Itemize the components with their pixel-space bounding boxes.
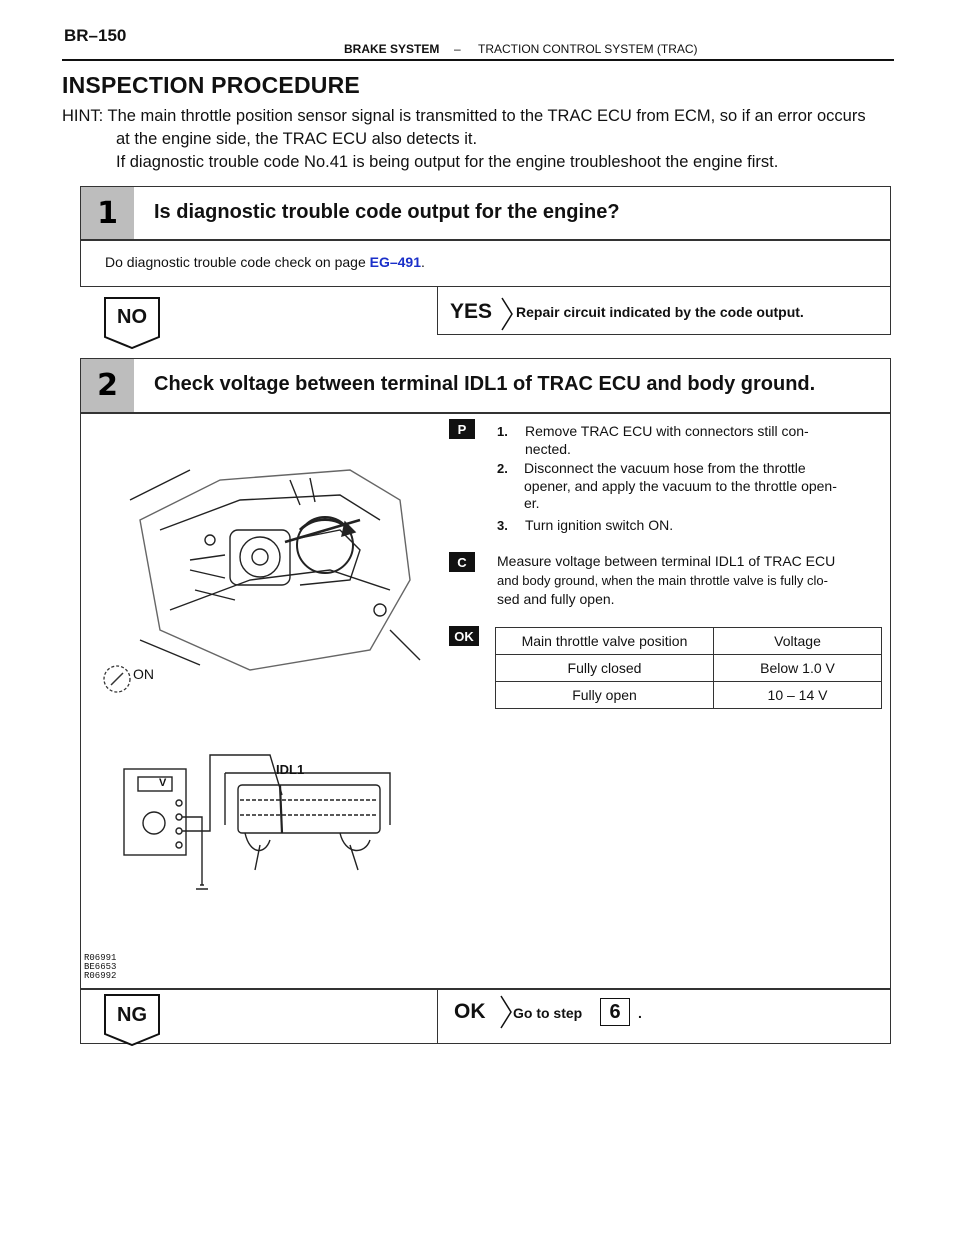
table-cell-position: Fully closed — [496, 655, 714, 682]
hint-block — [62, 105, 912, 174]
page-number: BR–150 — [64, 26, 127, 45]
voltmeter-label: V — [159, 777, 167, 789]
header-separator: – — [454, 42, 461, 56]
check-badge: C — [449, 552, 475, 572]
ok-badge: OK — [449, 626, 479, 646]
figure-code: BE6653 — [84, 962, 117, 972]
subsection-title: TRACTION CONTROL SYSTEM (TRAC) — [478, 42, 698, 56]
page-title: INSPECTION PROCEDURE — [62, 72, 360, 98]
check-line-3: sed and fully open. — [497, 591, 615, 607]
table-header-voltage: Voltage — [714, 628, 882, 655]
step2-divider — [80, 412, 891, 414]
figure-codes — [84, 954, 116, 981]
step1-number: 1 — [81, 187, 134, 239]
prep-item-3 — [497, 516, 674, 535]
goto-text: Go to step — [513, 1005, 583, 1021]
yes-arrow — [500, 297, 514, 331]
page-link-eg491[interactable]: EG–491 — [369, 254, 421, 270]
throttle-body-illustration — [100, 460, 440, 680]
check-line-2: and body ground, when the main throttle valve is fully clo- — [497, 573, 828, 588]
ignition-on-label: ON — [133, 666, 154, 682]
table-cell-position: Fully open — [496, 682, 714, 709]
prep-item-1-text-a: Remove TRAC ECU with connectors still con- — [525, 423, 809, 439]
prep-item-2 — [497, 459, 837, 511]
prep-item-2-number: 2. — [497, 461, 508, 476]
ok-result-label: OK — [454, 1000, 486, 1023]
prep-item-2-text-b: opener, and apply the vacuum to the throttle open- — [524, 478, 837, 494]
hint-line-2: at the engine side, the TRAC ECU also detects it. — [116, 130, 478, 148]
hint-line-3: If diagnostic trouble code No.41 is being output for the engine troubleshoot the engine first. — [116, 153, 779, 171]
check-line-1: Measure voltage between terminal IDL1 of TRAC ECU — [497, 553, 836, 569]
prep-badge: P — [449, 419, 475, 439]
voltmeter-connector-diagram — [120, 745, 400, 895]
table-cell-voltage: 10 – 14 V — [714, 682, 882, 709]
header-rule — [62, 59, 894, 61]
step1-instruction-text: Do diagnostic trouble code check on page — [105, 254, 366, 270]
step1-title: Is diagnostic trouble code output for the engine? — [154, 201, 620, 223]
table-row — [496, 655, 882, 682]
prep-item-2-text-c: er. — [524, 495, 540, 511]
figure-code: R06992 — [84, 971, 117, 981]
step2-number: 2 — [81, 359, 134, 412]
table-header-position: Main throttle valve position — [496, 628, 714, 655]
idl1-terminal-label: IDL1 — [276, 762, 305, 777]
yes-label: YES — [450, 300, 493, 323]
step1-instruction — [105, 254, 425, 270]
no-label: NO — [117, 306, 147, 328]
ok-arrow — [499, 995, 513, 1029]
voltage-spec-table — [495, 627, 882, 709]
step1-divider — [80, 239, 891, 241]
goto-suffix: . — [638, 1005, 642, 1021]
prep-item-2-text-a: Disconnect the vacuum hose from the throttle — [524, 460, 806, 476]
yes-action: Repair circuit indicated by the code output. — [516, 304, 804, 320]
section-title: BRAKE SYSTEM — [344, 42, 440, 56]
prep-item-1-number: 1. — [497, 424, 508, 439]
table-cell-voltage: Below 1.0 V — [714, 655, 882, 682]
prep-item-1-text-b: nected. — [525, 441, 571, 457]
table-header-row — [496, 628, 882, 655]
prep-item-3-text-a: Turn ignition switch ON. — [525, 517, 674, 533]
step1-instruction-end: . — [421, 254, 425, 270]
table-row — [496, 682, 882, 709]
prep-item-3-number: 3. — [497, 518, 508, 533]
hint-line-1: HINT: The main throttle position sensor signal is transmitted to the TRAC ECU from ECM, so if an error occurs — [62, 107, 866, 125]
figure-code: R06991 — [84, 953, 117, 963]
goto-step-box[interactable]: 6 — [600, 998, 630, 1026]
step2-title: Check voltage between terminal IDL1 of TRAC ECU and body ground. — [154, 373, 816, 395]
ng-label: NG — [117, 1004, 147, 1026]
prep-item-1 — [497, 422, 809, 457]
ignition-key-icon — [100, 662, 134, 696]
